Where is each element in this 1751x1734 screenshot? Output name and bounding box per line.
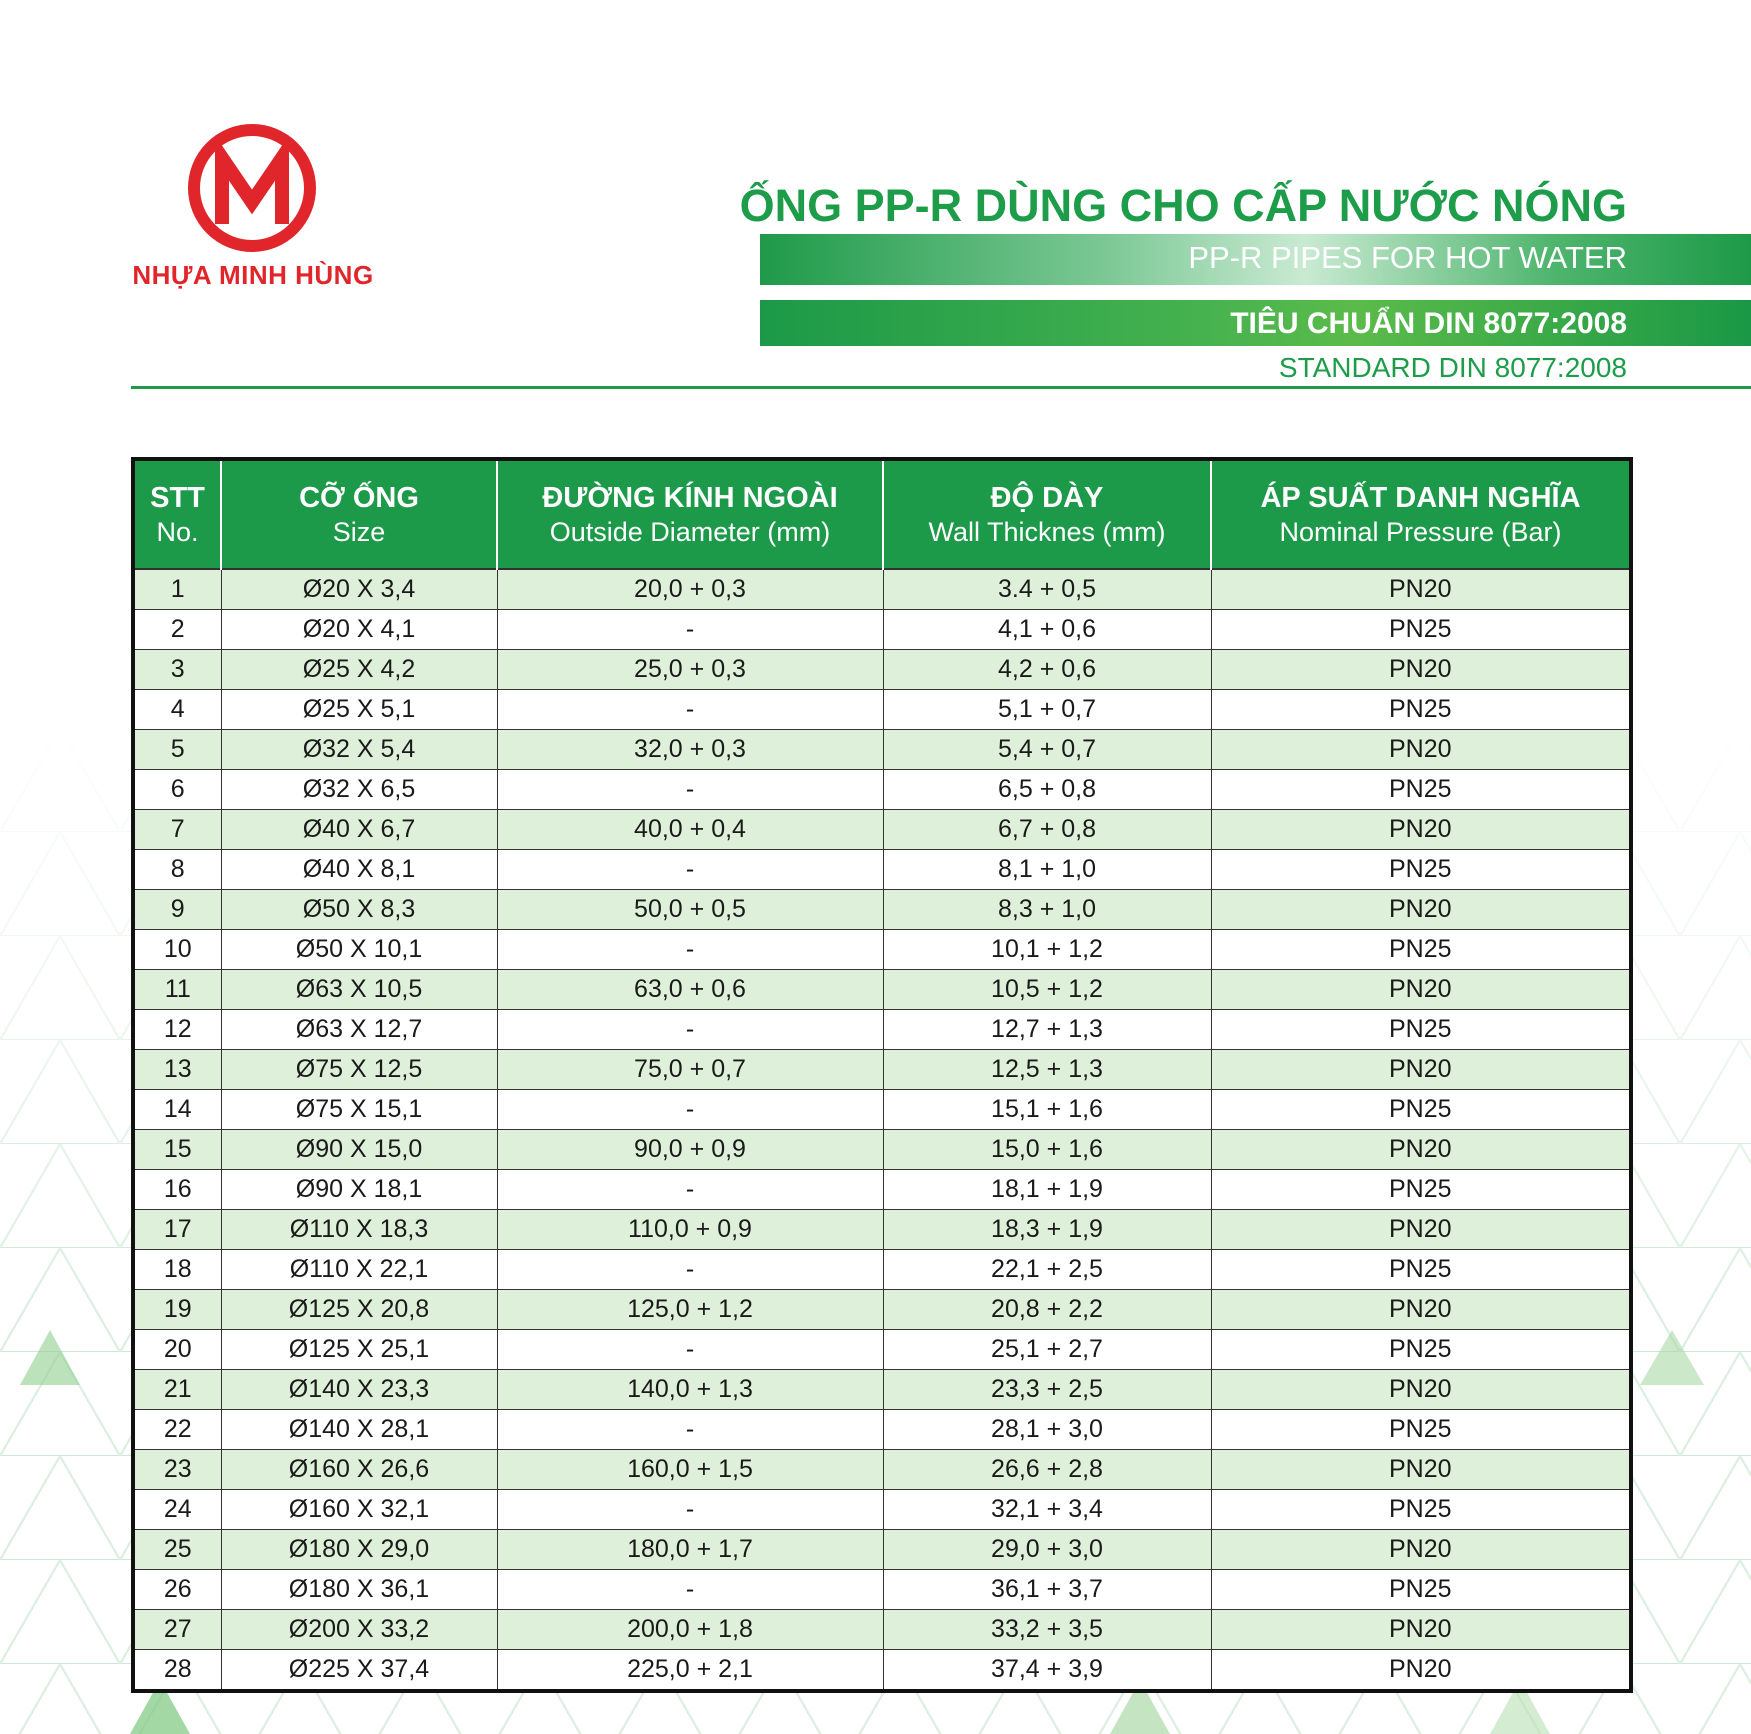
cell-outside-diameter: -: [497, 1089, 883, 1129]
cell-nominal-pressure: PN25: [1211, 1009, 1631, 1049]
table-row: [133, 1209, 1631, 1249]
cell-no: 21: [133, 1369, 221, 1409]
cell-outside-diameter: 200,0 + 1,8: [497, 1609, 883, 1649]
cell-outside-diameter: 140,0 + 1,3: [497, 1369, 883, 1409]
cell-size: Ø50 X 10,1: [221, 929, 497, 969]
table-row: [133, 929, 1631, 969]
cell-wall-thickness: 15,0 + 1,6: [883, 1129, 1211, 1169]
cell-wall-thickness: 12,5 + 1,3: [883, 1049, 1211, 1089]
cell-wall-thickness: 5,1 + 0,7: [883, 689, 1211, 729]
cell-wall-thickness: 25,1 + 2,7: [883, 1329, 1211, 1369]
cell-no: 23: [133, 1449, 221, 1489]
table-row: [133, 729, 1631, 769]
cell-wall-thickness: 36,1 + 3,7: [883, 1569, 1211, 1609]
cell-size: Ø40 X 6,7: [221, 809, 497, 849]
column-header-nominal-pressure: ÁP SUẤT DANH NGHĨA Nominal Pressure (Bar): [1211, 459, 1631, 569]
cell-outside-diameter: 125,0 + 1,2: [497, 1289, 883, 1329]
cell-wall-thickness: 4,2 + 0,6: [883, 649, 1211, 689]
cell-size: Ø110 X 18,3: [221, 1209, 497, 1249]
cell-size: Ø160 X 32,1: [221, 1489, 497, 1529]
table-row: [133, 1529, 1631, 1569]
cell-outside-diameter: -: [497, 1169, 883, 1209]
table-row: [133, 1609, 1631, 1649]
minh-hung-logo-icon: [188, 124, 316, 252]
column-header-no: STT No.: [133, 459, 221, 569]
cell-no: 16: [133, 1169, 221, 1209]
cell-no: 15: [133, 1129, 221, 1169]
cell-size: Ø75 X 12,5: [221, 1049, 497, 1089]
cell-size: Ø32 X 6,5: [221, 769, 497, 809]
cell-size: Ø180 X 36,1: [221, 1569, 497, 1609]
table-row: [133, 689, 1631, 729]
table-row: [133, 1049, 1631, 1089]
title-english-band: [760, 234, 1751, 285]
cell-wall-thickness: 12,7 + 1,3: [883, 1009, 1211, 1049]
cell-size: Ø40 X 8,1: [221, 849, 497, 889]
cell-nominal-pressure: PN20: [1211, 649, 1631, 689]
cell-size: Ø25 X 4,2: [221, 649, 497, 689]
cell-no: 19: [133, 1289, 221, 1329]
cell-size: Ø180 X 29,0: [221, 1529, 497, 1569]
table-row: [133, 809, 1631, 849]
table-row: [133, 1449, 1631, 1489]
cell-nominal-pressure: PN25: [1211, 849, 1631, 889]
cell-wall-thickness: 18,1 + 1,9: [883, 1169, 1211, 1209]
cell-outside-diameter: -: [497, 689, 883, 729]
table-row: [133, 889, 1631, 929]
cell-no: 3: [133, 649, 221, 689]
cell-outside-diameter: 20,0 + 0,3: [497, 569, 883, 610]
cell-wall-thickness: 26,6 + 2,8: [883, 1449, 1211, 1489]
cell-wall-thickness: 6,7 + 0,8: [883, 809, 1211, 849]
cell-nominal-pressure: PN25: [1211, 1489, 1631, 1529]
cell-size: Ø200 X 33,2: [221, 1609, 497, 1649]
cell-no: 10: [133, 929, 221, 969]
cell-nominal-pressure: PN20: [1211, 569, 1631, 610]
cell-size: Ø20 X 4,1: [221, 610, 497, 650]
cell-wall-thickness: 3.4 + 0,5: [883, 569, 1211, 610]
cell-outside-diameter: -: [497, 1009, 883, 1049]
table-row: [133, 610, 1631, 650]
header-divider: [131, 386, 1751, 389]
cell-outside-diameter: -: [497, 1489, 883, 1529]
cell-outside-diameter: -: [497, 849, 883, 889]
cell-nominal-pressure: PN20: [1211, 889, 1631, 929]
cell-no: 11: [133, 969, 221, 1009]
cell-no: 26: [133, 1569, 221, 1609]
cell-size: Ø32 X 5,4: [221, 729, 497, 769]
table-row: [133, 569, 1631, 610]
cell-no: 8: [133, 849, 221, 889]
cell-wall-thickness: 6,5 + 0,8: [883, 769, 1211, 809]
table-row: [133, 1329, 1631, 1369]
cell-outside-diameter: 110,0 + 0,9: [497, 1209, 883, 1249]
cell-no: 9: [133, 889, 221, 929]
cell-no: 17: [133, 1209, 221, 1249]
table-row: [133, 969, 1631, 1009]
column-header-wall-thickness: ĐỘ DÀY Wall Thicknes (mm): [883, 459, 1211, 569]
cell-nominal-pressure: PN20: [1211, 1649, 1631, 1691]
cell-nominal-pressure: PN20: [1211, 809, 1631, 849]
cell-outside-diameter: 90,0 + 0,9: [497, 1129, 883, 1169]
table-row: [133, 1289, 1631, 1329]
table-row: [133, 849, 1631, 889]
table-row: [133, 1569, 1631, 1609]
cell-wall-thickness: 8,1 + 1,0: [883, 849, 1211, 889]
cell-size: Ø50 X 8,3: [221, 889, 497, 929]
cell-nominal-pressure: PN25: [1211, 610, 1631, 650]
standard-vi: TIÊU CHUẨN DIN 8077:2008: [1230, 307, 1627, 340]
cell-no: 2: [133, 610, 221, 650]
cell-nominal-pressure: PN20: [1211, 1289, 1631, 1329]
cell-nominal-pressure: PN20: [1211, 1609, 1631, 1649]
cell-no: 5: [133, 729, 221, 769]
cell-outside-diameter: -: [497, 1409, 883, 1449]
cell-outside-diameter: 32,0 + 0,3: [497, 729, 883, 769]
cell-nominal-pressure: PN20: [1211, 1529, 1631, 1569]
brand-logo: [128, 124, 378, 294]
column-header-outside-diameter: ĐƯỜNG KÍNH NGOÀI Outside Diameter (mm): [497, 459, 883, 569]
cell-size: Ø110 X 22,1: [221, 1249, 497, 1289]
cell-wall-thickness: 4,1 + 0,6: [883, 610, 1211, 650]
page-subtitle: PP-R PIPES FOR HOT WATER: [1188, 240, 1627, 275]
cell-no: 14: [133, 1089, 221, 1129]
cell-outside-diameter: 180,0 + 1,7: [497, 1529, 883, 1569]
cell-size: Ø90 X 18,1: [221, 1169, 497, 1209]
cell-size: Ø75 X 15,1: [221, 1089, 497, 1129]
standard-en: STANDARD DIN 8077:2008: [1278, 352, 1627, 383]
pipe-spec-table: [131, 457, 1633, 1693]
cell-outside-diameter: -: [497, 769, 883, 809]
cell-no: 18: [133, 1249, 221, 1289]
cell-outside-diameter: -: [497, 1249, 883, 1289]
cell-wall-thickness: 10,1 + 1,2: [883, 929, 1211, 969]
cell-size: Ø63 X 12,7: [221, 1009, 497, 1049]
cell-wall-thickness: 32,1 + 3,4: [883, 1489, 1211, 1529]
cell-wall-thickness: 15,1 + 1,6: [883, 1089, 1211, 1129]
cell-no: 7: [133, 809, 221, 849]
cell-no: 12: [133, 1009, 221, 1049]
standard-band: [760, 300, 1751, 346]
cell-outside-diameter: 225,0 + 2,1: [497, 1649, 883, 1691]
table-row: [133, 1169, 1631, 1209]
cell-no: 28: [133, 1649, 221, 1691]
cell-wall-thickness: 28,1 + 3,0: [883, 1409, 1211, 1449]
cell-nominal-pressure: PN25: [1211, 1249, 1631, 1289]
table-row: [133, 769, 1631, 809]
cell-nominal-pressure: PN20: [1211, 1369, 1631, 1409]
cell-no: 25: [133, 1529, 221, 1569]
cell-size: Ø160 X 26,6: [221, 1449, 497, 1489]
cell-wall-thickness: 33,2 + 3,5: [883, 1609, 1211, 1649]
cell-nominal-pressure: PN25: [1211, 1409, 1631, 1449]
cell-outside-diameter: 63,0 + 0,6: [497, 969, 883, 1009]
cell-size: Ø63 X 10,5: [221, 969, 497, 1009]
cell-nominal-pressure: PN25: [1211, 1089, 1631, 1129]
cell-outside-diameter: 75,0 + 0,7: [497, 1049, 883, 1089]
page-title: ỐNG PP-R DÙNG CHO CẤP NƯỚC NÓNG: [739, 180, 1627, 231]
table-row: [133, 1649, 1631, 1691]
table-row: [133, 1369, 1631, 1409]
cell-outside-diameter: 40,0 + 0,4: [497, 809, 883, 849]
table-row: [133, 1089, 1631, 1129]
column-header-size: CỠ ỐNG Size: [221, 459, 497, 569]
cell-size: Ø20 X 3,4: [221, 569, 497, 610]
cell-no: 20: [133, 1329, 221, 1369]
cell-wall-thickness: 18,3 + 1,9: [883, 1209, 1211, 1249]
cell-no: 13: [133, 1049, 221, 1089]
cell-nominal-pressure: PN25: [1211, 1569, 1631, 1609]
cell-wall-thickness: 5,4 + 0,7: [883, 729, 1211, 769]
cell-outside-diameter: 50,0 + 0,5: [497, 889, 883, 929]
cell-nominal-pressure: PN20: [1211, 1129, 1631, 1169]
brand-name: NHỰA MINH HÙNG: [132, 260, 374, 290]
cell-no: 1: [133, 569, 221, 610]
cell-wall-thickness: 22,1 + 2,5: [883, 1249, 1211, 1289]
table-row: [133, 1249, 1631, 1289]
table-row: [133, 649, 1631, 689]
cell-nominal-pressure: PN20: [1211, 1209, 1631, 1249]
table-row: [133, 1489, 1631, 1529]
cell-wall-thickness: 8,3 + 1,0: [883, 889, 1211, 929]
cell-size: Ø125 X 20,8: [221, 1289, 497, 1329]
cell-wall-thickness: 23,3 + 2,5: [883, 1369, 1211, 1409]
cell-nominal-pressure: PN20: [1211, 1449, 1631, 1489]
cell-size: Ø125 X 25,1: [221, 1329, 497, 1369]
cell-no: 6: [133, 769, 221, 809]
cell-wall-thickness: 20,8 + 2,2: [883, 1289, 1211, 1329]
cell-nominal-pressure: PN25: [1211, 1169, 1631, 1209]
cell-no: 27: [133, 1609, 221, 1649]
cell-nominal-pressure: PN20: [1211, 1049, 1631, 1089]
cell-nominal-pressure: PN20: [1211, 729, 1631, 769]
cell-nominal-pressure: PN25: [1211, 769, 1631, 809]
cell-no: 24: [133, 1489, 221, 1529]
cell-wall-thickness: 29,0 + 3,0: [883, 1529, 1211, 1569]
cell-outside-diameter: 25,0 + 0,3: [497, 649, 883, 689]
cell-no: 22: [133, 1409, 221, 1449]
cell-nominal-pressure: PN20: [1211, 969, 1631, 1009]
cell-outside-diameter: -: [497, 1329, 883, 1369]
cell-outside-diameter: -: [497, 929, 883, 969]
cell-outside-diameter: -: [497, 610, 883, 650]
cell-size: Ø90 X 15,0: [221, 1129, 497, 1169]
table-body: [133, 569, 1631, 1691]
cell-size: Ø25 X 5,1: [221, 689, 497, 729]
cell-size: Ø140 X 28,1: [221, 1409, 497, 1449]
cell-nominal-pressure: PN25: [1211, 1329, 1631, 1369]
cell-wall-thickness: 37,4 + 3,9: [883, 1649, 1211, 1691]
cell-nominal-pressure: PN25: [1211, 929, 1631, 969]
cell-no: 4: [133, 689, 221, 729]
table-row: [133, 1009, 1631, 1049]
cell-outside-diameter: -: [497, 1569, 883, 1609]
table-row: [133, 1409, 1631, 1449]
cell-outside-diameter: 160,0 + 1,5: [497, 1449, 883, 1489]
cell-nominal-pressure: PN25: [1211, 689, 1631, 729]
cell-wall-thickness: 10,5 + 1,2: [883, 969, 1211, 1009]
table-header-row: [133, 459, 1631, 569]
cell-size: Ø225 X 37,4: [221, 1649, 497, 1691]
table-row: [133, 1129, 1631, 1169]
cell-size: Ø140 X 23,3: [221, 1369, 497, 1409]
